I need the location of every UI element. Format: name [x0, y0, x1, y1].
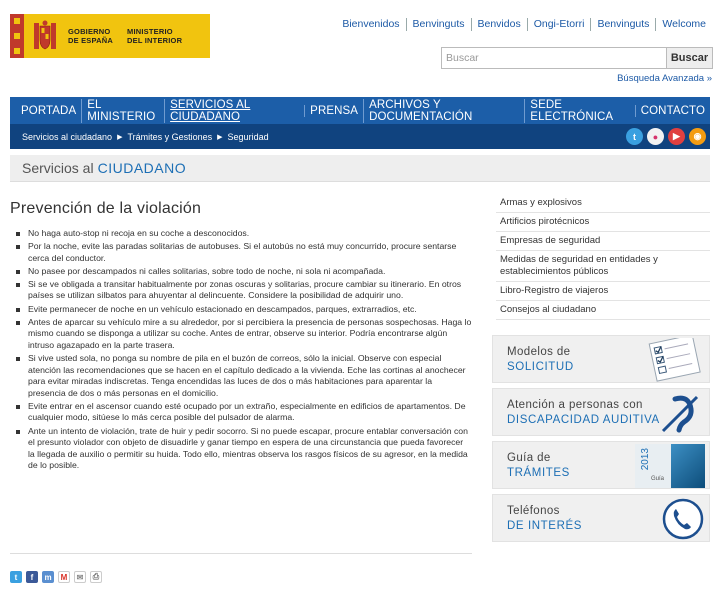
coat-of-arms-icon [30, 20, 60, 52]
facebook-share-icon[interactable]: f [26, 571, 38, 583]
card-line2: TRÁMITES [507, 467, 570, 479]
content-divider [10, 553, 472, 554]
print-icon[interactable]: ⎙ [90, 571, 102, 583]
lang-link-ca[interactable]: Benvinguts [406, 18, 471, 31]
checklist-icon [635, 338, 705, 382]
lang-link-va[interactable]: Benvinguts [590, 18, 655, 31]
card-line1: Teléfonos [507, 505, 560, 517]
card-telefonos-interes[interactable] [492, 494, 710, 542]
social-links [626, 128, 706, 145]
email-icon[interactable]: ✉ [74, 571, 86, 583]
breadcrumb-tramites[interactable]: Trámites y Gestiones [127, 131, 213, 142]
sidebar-item-medidas[interactable]: Medidas de seguridad en entidades y establecimientos públicos [496, 251, 710, 282]
card-line1: Modelos de [507, 346, 571, 358]
sidebar-item-libro-registro[interactable]: Libro-Registro de viajeros [496, 282, 710, 301]
card-guia-tramites[interactable] [492, 441, 710, 489]
list-item: No haga auto-stop ni recoja en su coche a desconocidos. [10, 228, 472, 240]
logo-gobierno: GOBIERNO [68, 27, 111, 36]
twitter-icon[interactable]: t [626, 128, 643, 145]
card-line1: Atención a personas con [507, 399, 643, 411]
card-discapacidad-auditiva[interactable] [492, 388, 710, 436]
guide-caption: Guía [651, 476, 665, 482]
youtube-icon[interactable]: ▶ [668, 128, 685, 145]
guide-year: 2013 [640, 448, 651, 471]
nav-sede[interactable]: SEDE ELECTRÓNICA [524, 99, 634, 123]
gmail-share-icon[interactable]: M [58, 571, 70, 583]
list-item: Evite entrar en el ascensor cuando esté ocupado por un extraño, especialmente en edificios de apartamentos. De cualquier modo, sitúese lo más cerca posible del pulsador de alarma. [10, 401, 472, 424]
nav-prensa[interactable]: PRENSA [304, 105, 363, 117]
twitter-share-icon[interactable]: t [10, 571, 22, 583]
menéame-share-icon[interactable]: m [42, 571, 54, 583]
lang-link-en[interactable]: Welcome [655, 18, 712, 31]
search-bar [441, 47, 713, 69]
section-prefix: Servicios al [22, 160, 94, 176]
card-line2: DISCAPACIDAD AUDITIVA [507, 414, 660, 426]
language-links [336, 18, 712, 31]
list-item: Si se ve obligada a transitar habitualmente por zonas oscuras y solitarias, procure cambiar su itinerario. En otros países se utilizan silbatos para ahuyentar al delincuente. Considere la posibilidad de adquirir uno. [10, 279, 472, 302]
breadcrumb [10, 124, 710, 149]
advanced-search-link[interactable]: Búsqueda Avanzada » [617, 73, 712, 84]
sidebar-item-consejos[interactable]: Consejos al ciudadano [496, 301, 710, 320]
card-modelos-solicitud[interactable] [492, 335, 710, 383]
page-title: Prevención de la violación [10, 200, 202, 217]
sidebar-item-armas[interactable]: Armas y explosivos [496, 194, 710, 213]
logo-interior: DEL INTERIOR [127, 36, 183, 45]
flag-stripe [10, 14, 24, 58]
card-line2: SOLICITUD [507, 361, 574, 373]
lang-link-es[interactable]: Bienvenidos [342, 18, 400, 30]
guide-2013-icon [635, 444, 705, 488]
sidebar-item-pirotecnicos[interactable]: Artificios pirotécnicos [496, 213, 710, 232]
ministry-logo[interactable] [10, 14, 210, 58]
nav-servicios[interactable]: SERVICIOS AL CIUDADANO [164, 99, 304, 123]
share-bar [10, 571, 102, 583]
lang-link-eu[interactable]: Ongi-Etorri [527, 18, 591, 31]
list-item: Antes de aparcar su vehículo mire a su alrededor, por si percibiera la presencia de personas sospechosas. Haga lo mismo cuando se disponga a utilizar su coche. Antes de entrar, observe su interior. Podría encontrarse algún intruso agazapado en la parte trasera. [10, 317, 472, 352]
nav-contacto[interactable]: CONTACTO [635, 105, 710, 117]
nav-archivos[interactable]: ARCHIVOS Y DOCUMENTACIÓN [363, 99, 524, 123]
main-content [10, 200, 472, 473]
sidebar [496, 194, 710, 320]
hearing-icon [635, 391, 705, 435]
list-item: Ante un intento de violación, trate de huir y pedir socorro. Si no puede escapar, procure entablar conversación con el presunto violador con objeto de disuadirle y ganar tiempo en espera de una circunstancia que pueda favorecer la llegada de auxilio o permitir su huida. Todo ello, mientras observa los rasgos físicos de su agresor, en la medida de lo posible. [10, 426, 472, 472]
rss-icon[interactable]: ◉ [689, 128, 706, 145]
sidebar-item-empresas[interactable]: Empresas de seguridad [496, 232, 710, 251]
list-item: Por la noche, evite las paradas solitarias de autobuses. Si el autobús no está muy concurrido, procure sentarse cerca del conductor. [10, 241, 472, 264]
advice-list [10, 228, 472, 472]
logo-espana: DE ESPAÑA [68, 36, 114, 45]
chevron-right-icon: ▶ [217, 133, 223, 141]
nav-portada[interactable]: PORTADA [21, 104, 77, 117]
lang-link-gl[interactable]: Benvidos [471, 18, 527, 31]
card-line2: DE INTERÉS [507, 520, 583, 532]
breadcrumb-seguridad[interactable]: Seguridad [227, 131, 269, 142]
list-item: Evite permanecer de noche en un vehículo estacionado en descampados, parques, extrarradios, etc. [10, 304, 472, 316]
phone-icon [635, 497, 705, 541]
list-item: Si vive usted sola, no ponga su nombre de pila en el buzón de correos, sólo la inicial. Observe con especial atención las recomendaciones que se hacen en el capítulo dedicado a la vivienda. Eche las cortinas al anochecer para evitar miradas indiscretas. Tenga encendidas las luces de dos o más habitaciones para aparentar la presencia de dos o más personas en el domicilio. [10, 353, 472, 399]
nav-ministerio[interactable]: EL MINISTERIO [81, 99, 164, 123]
list-item: No pasee por descampados ni calles solitarias, sobre todo de noche, ni sola ni acompañada. [10, 266, 472, 278]
section-title [10, 155, 710, 182]
section-highlight: CIUDADANO [97, 160, 187, 176]
search-button[interactable]: Buscar [667, 47, 713, 69]
flickr-icon[interactable]: ● [647, 128, 664, 145]
search-input[interactable]: Buscar [441, 47, 667, 69]
breadcrumb-servicios[interactable]: Servicios al ciudadano [22, 131, 113, 142]
chevron-right-icon: ▶ [117, 133, 123, 141]
main-nav [10, 97, 710, 124]
card-line1: Guía de [507, 452, 551, 464]
logo-ministerio: MINISTERIO [127, 27, 173, 36]
